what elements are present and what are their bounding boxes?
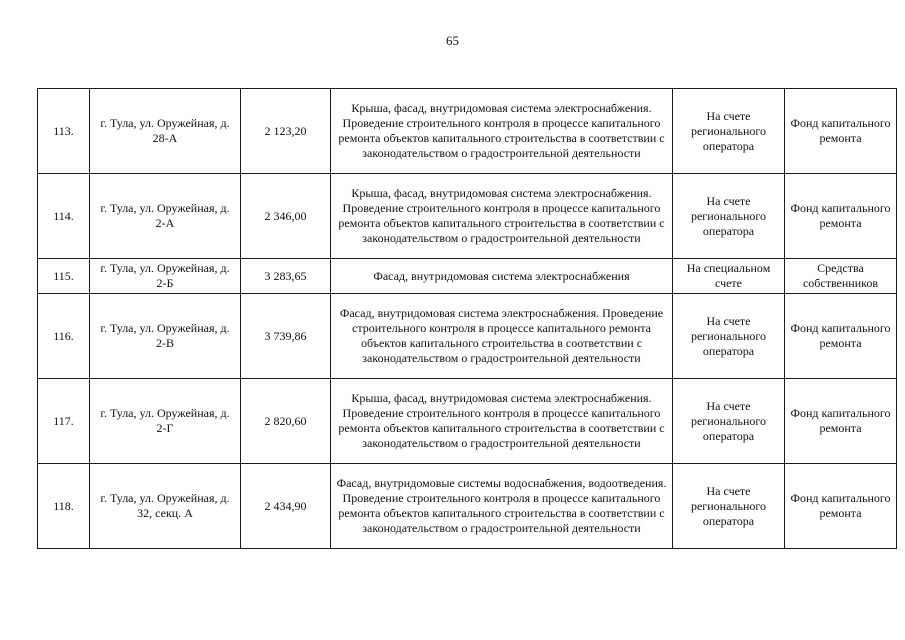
cost-cell: 2 820,60	[241, 379, 331, 464]
works-cell: Крыша, фасад, внутридомовая система электроснабжения. Проведение строительного контроля в процессе капитального ремонта объектов капитального строительства в соответствии с законодательством о градостроительной деятельности	[331, 89, 673, 174]
table-row	[38, 259, 897, 294]
table-row	[38, 464, 897, 549]
works-cell: Фасад, внутридомовые системы водоснабжения, водоотведения. Проведение строительного контроля в процессе капитального ремонта объектов капитального строительства в соответствии с законодательством о градостроительной деятельности	[331, 464, 673, 549]
row-number: 113.	[38, 89, 90, 174]
row-number: 115.	[38, 259, 90, 294]
funding-source-cell: Фонд капитального ремонта	[785, 294, 897, 379]
works-cell: Крыша, фасад, внутридомовая система электроснабжения. Проведение строительного контроля в процессе капитального ремонта объектов капитального строительства в соответствии с законодательством о градостроительной деятельности	[331, 174, 673, 259]
account-cell: На счете регионального оператора	[673, 379, 785, 464]
row-number: 116.	[38, 294, 90, 379]
table-row	[38, 89, 897, 174]
cost-cell: 2 123,20	[241, 89, 331, 174]
account-cell: На специальном счете	[673, 259, 785, 294]
works-cell: Фасад, внутридомовая система электроснабжения	[331, 259, 673, 294]
funding-source-cell: Средства собственников	[785, 259, 897, 294]
row-number: 118.	[38, 464, 90, 549]
address-cell: г. Тула, ул. Оружейная, д. 2-В	[90, 294, 241, 379]
cost-cell: 3 739,86	[241, 294, 331, 379]
repair-registry-table	[37, 88, 897, 549]
address-cell: г. Тула, ул. Оружейная, д. 2-А	[90, 174, 241, 259]
row-number: 117.	[38, 379, 90, 464]
funding-source-cell: Фонд капитального ремонта	[785, 464, 897, 549]
table-row	[38, 174, 897, 259]
page-number: 65	[446, 33, 459, 48]
address-cell: г. Тула, ул. Оружейная, д. 2-Г	[90, 379, 241, 464]
row-number: 114.	[38, 174, 90, 259]
cost-cell: 2 346,00	[241, 174, 331, 259]
address-cell: г. Тула, ул. Оружейная, д. 28-А	[90, 89, 241, 174]
address-cell: г. Тула, ул. Оружейная, д. 2-Б	[90, 259, 241, 294]
funding-source-cell: Фонд капитального ремонта	[785, 174, 897, 259]
account-cell: На счете регионального оператора	[673, 294, 785, 379]
works-cell: Фасад, внутридомовая система электроснабжения. Проведение строительного контроля в процессе капитального ремонта объектов капитального строительства в соответствии с законодательством о градостроительной деятельности	[331, 294, 673, 379]
account-cell: На счете регионального оператора	[673, 464, 785, 549]
funding-source-cell: Фонд капитального ремонта	[785, 379, 897, 464]
funding-source-cell: Фонд капитального ремонта	[785, 89, 897, 174]
table-row	[38, 379, 897, 464]
address-cell: г. Тула, ул. Оружейная, д. 32, секц. А	[90, 464, 241, 549]
account-cell: На счете регионального оператора	[673, 89, 785, 174]
account-cell: На счете регионального оператора	[673, 174, 785, 259]
works-cell: Крыша, фасад, внутридомовая система электроснабжения. Проведение строительного контроля в процессе капитального ремонта объектов капитального строительства в соответствии с законодательством о градостроительной деятельности	[331, 379, 673, 464]
table-row	[38, 294, 897, 379]
cost-cell: 2 434,90	[241, 464, 331, 549]
cost-cell: 3 283,65	[241, 259, 331, 294]
